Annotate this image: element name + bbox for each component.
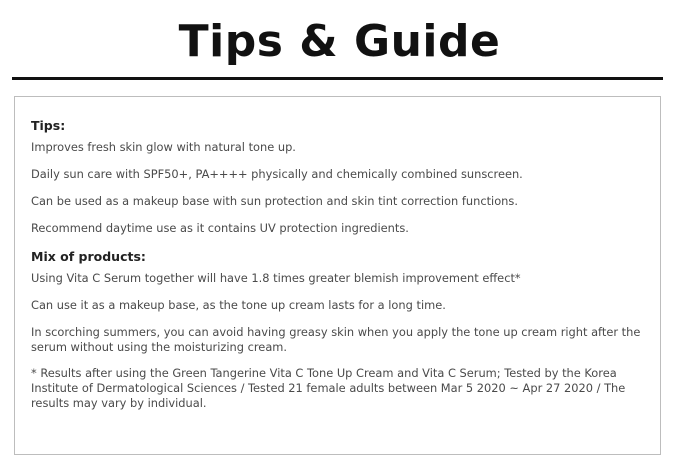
- mix-item: In scorching summers, you can avoid having greasy skin when you apply the tone up cream right after the serum without using the moisturizing cream.: [31, 325, 641, 354]
- guide-content: [31, 117, 641, 423]
- footnote: * Results after using the Green Tangerine Vita C Tone Up Cream and Vita C Serum; Tested by the Korea Institute of Dermatological Sciences / Tested 21 female adults between Mar 5 2020 ~ Apr 27 2020 / The results may vary by individual.: [31, 366, 626, 410]
- tip-item: Improves fresh skin glow with natural tone up.: [31, 140, 296, 154]
- mix-item: Using Vita C Serum together will have 1.8 times greater blemish improvement effect*: [31, 271, 521, 285]
- guide-content-box: [14, 96, 661, 455]
- tip-item: Can be used as a makeup base with sun protection and skin tint correction functions.: [31, 194, 518, 208]
- tip-item: Daily sun care with SPF50+, PA++++ physically and chemically combined sunscreen.: [31, 167, 523, 181]
- title-divider: [12, 77, 663, 80]
- mix-item: Can use it as a makeup base, as the tone up cream lasts for a long time.: [31, 298, 446, 312]
- tips-heading: Tips:: [31, 118, 66, 133]
- mix-of-products-heading: Mix of products:: [31, 249, 146, 264]
- page-title: Tips & Guide: [178, 16, 501, 67]
- tip-item: Recommend daytime use as it contains UV protection ingredients.: [31, 221, 409, 235]
